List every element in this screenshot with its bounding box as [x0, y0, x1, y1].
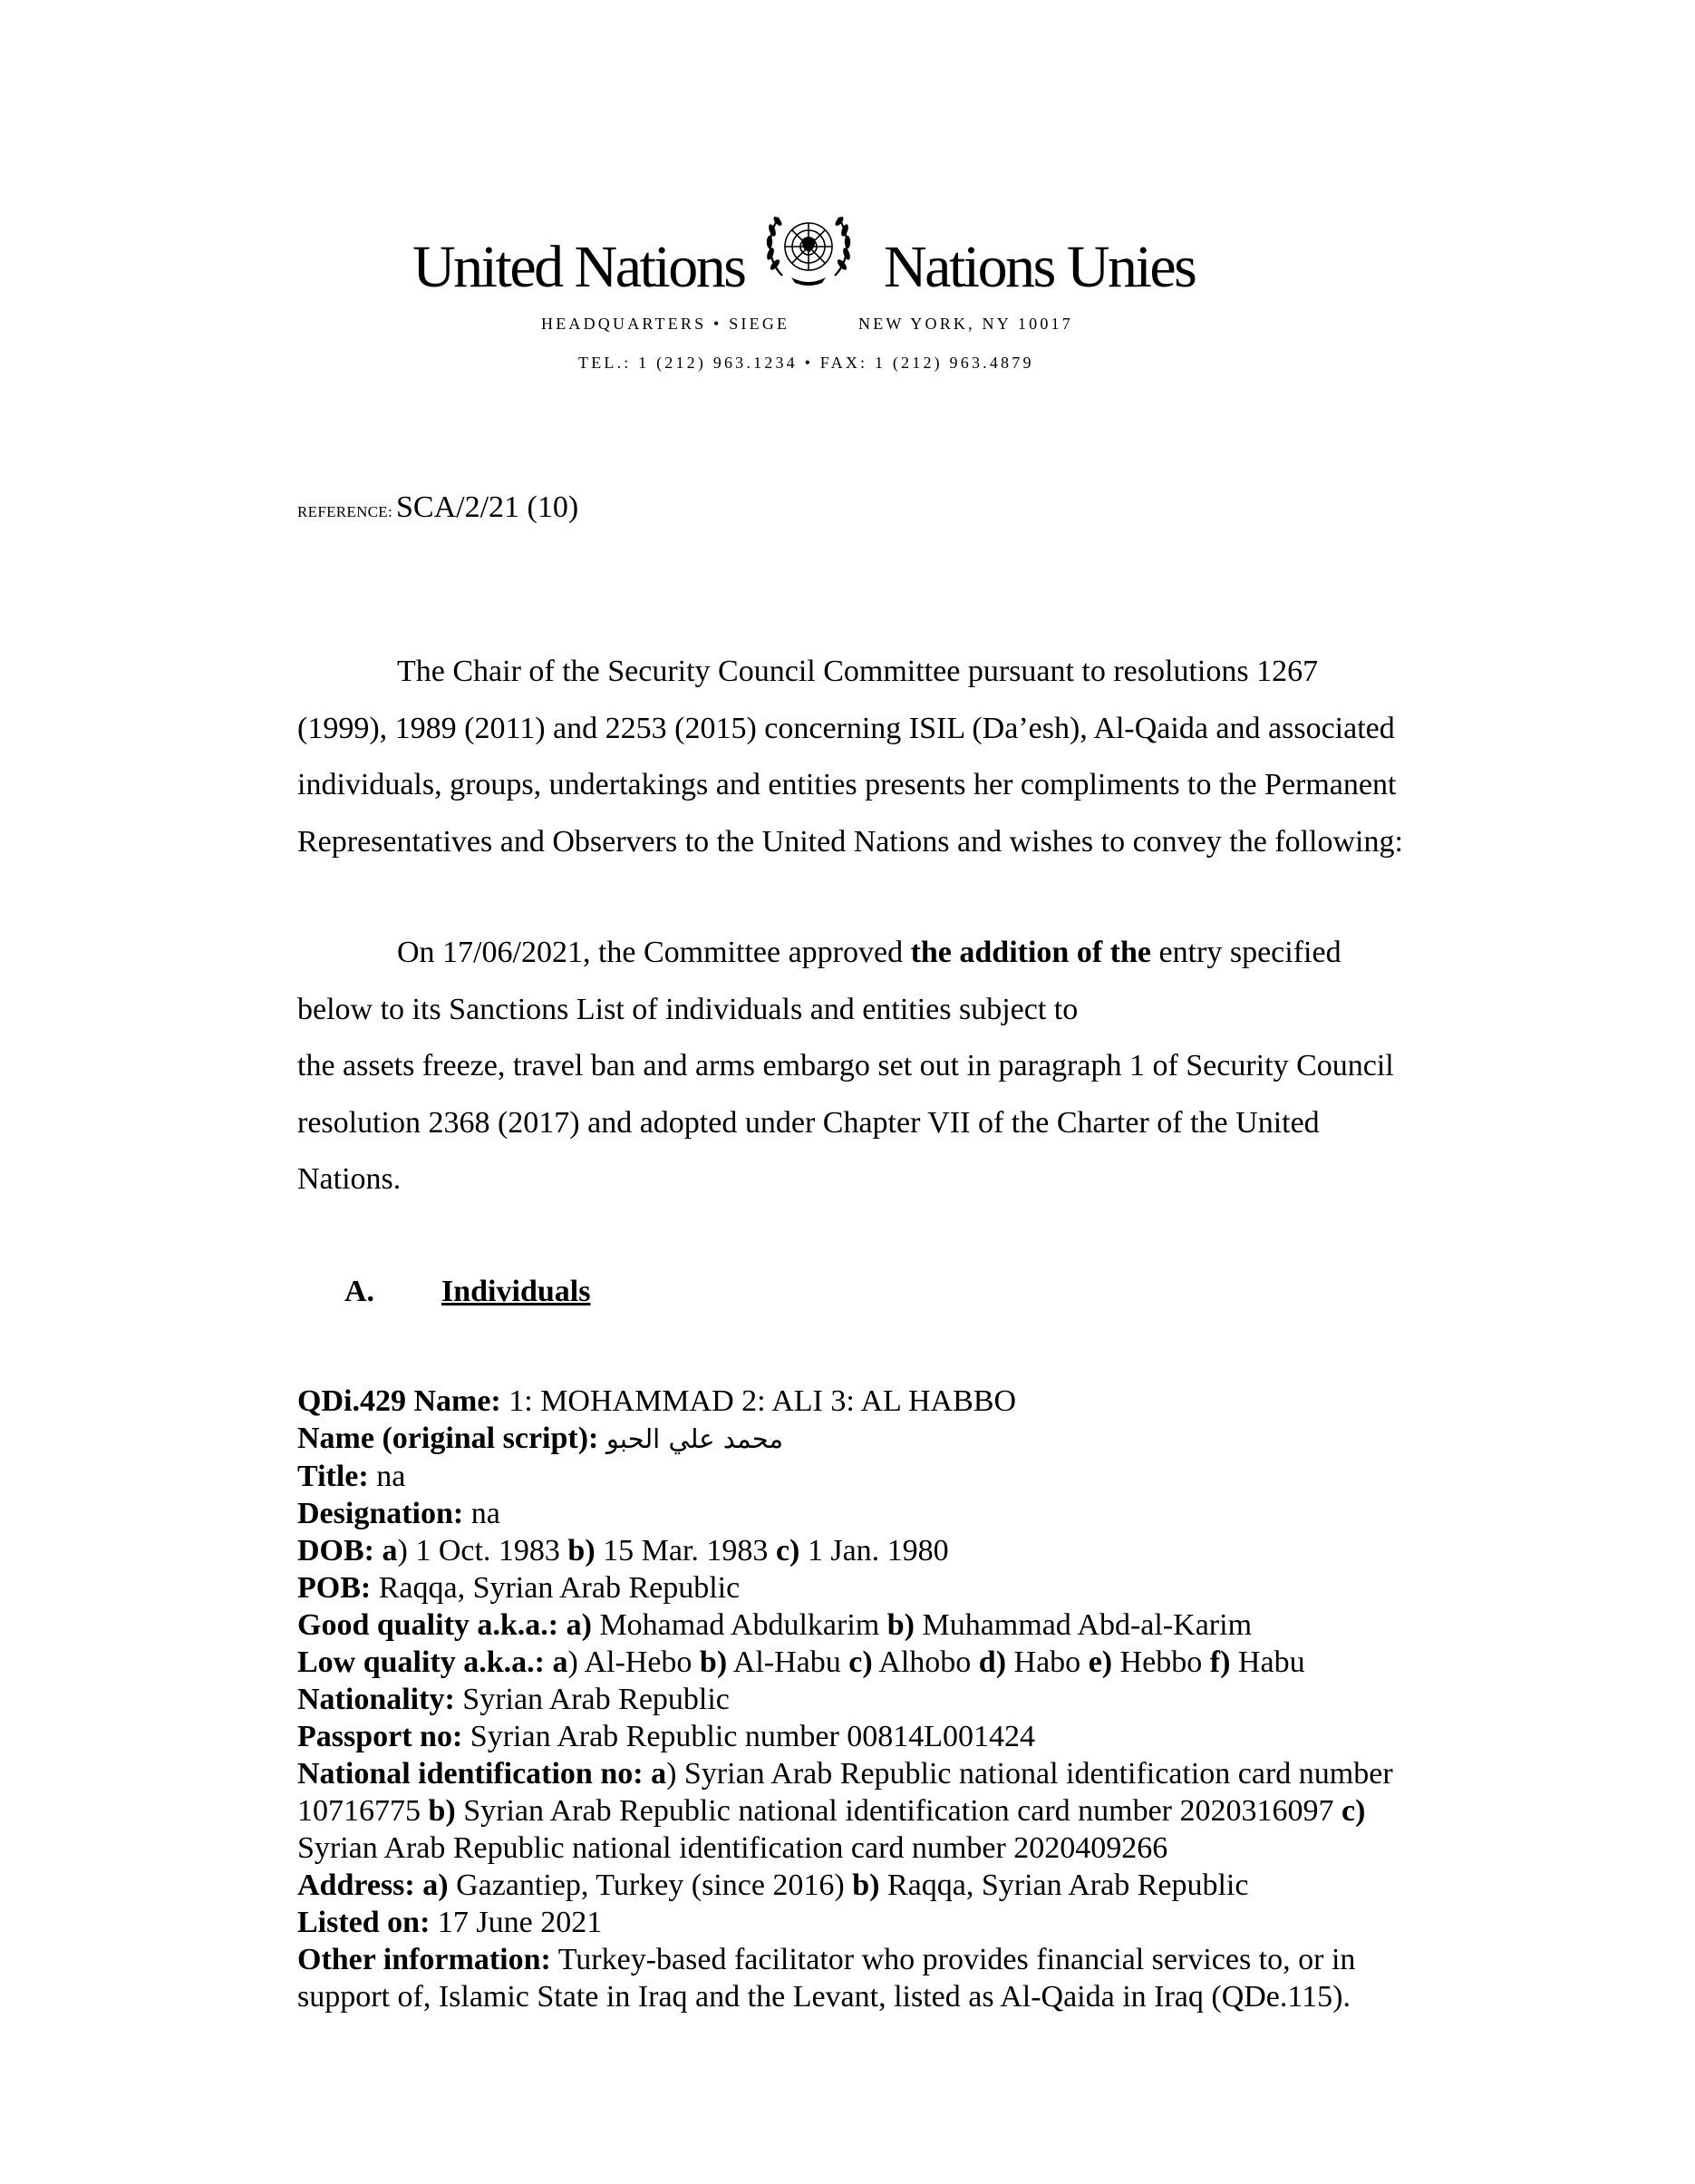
address-b-value: Raqqa, Syrian Arab Republic — [879, 1869, 1249, 1902]
low-aka-e-marker: e) — [1088, 1645, 1113, 1679]
good-aka-a-marker: a) — [566, 1608, 592, 1642]
entry-ref: QDi.429 — [297, 1384, 406, 1418]
entry-other-info-row-2: support of, Islamic State in Iraq and the Levant, listed as Al-Qaida in Iraq (QDe.115). — [297, 1980, 1351, 2014]
letterhead-city: NEW YORK, NY 10017 — [858, 315, 1073, 333]
dob-c-marker: c) — [775, 1534, 800, 1568]
low-aka-f-marker: f) — [1209, 1645, 1231, 1679]
address-label: Address: — [297, 1869, 415, 1902]
entry-pob-row — [297, 1569, 1566, 1606]
pob-value: Raqqa, Syrian Arab Republic — [378, 1571, 741, 1605]
entry-national-id-row-3: Syrian Arab Republic national identification card number 2020409266 — [297, 1831, 1168, 1865]
low-aka-label: Low quality a.k.a.: — [297, 1645, 545, 1679]
un-emblem-icon — [755, 205, 862, 296]
letterhead-name-en: United Nations — [412, 234, 745, 300]
letterhead-headquarters: HEADQUARTERS • SIEGE — [541, 315, 790, 333]
dob-c-value: 1 Jan. 1980 — [799, 1534, 949, 1568]
name-label: Name: — [413, 1384, 501, 1418]
section-letter: A. — [344, 1275, 375, 1308]
intro-paragraph — [297, 644, 1503, 870]
low-aka-d-marker: d) — [978, 1645, 1007, 1679]
entry-listed-row — [297, 1904, 1566, 1941]
national-id-a-number: 10716775 — [297, 1794, 429, 1828]
national-id-c-marker: c) — [1341, 1794, 1366, 1828]
intro-line-4: Representatives and Observers to the United Nations and wishes to convey the following: — [297, 824, 1403, 859]
entry-title-row — [297, 1458, 1566, 1495]
listed-label: Listed on: — [297, 1906, 431, 1939]
low-aka-f-value: Habu — [1230, 1645, 1305, 1679]
low-aka-d-value: Habo — [1006, 1645, 1089, 1679]
entry-name-row — [297, 1383, 1566, 1420]
dob-a-value: ) 1 Oct. 1983 — [397, 1534, 568, 1568]
approval-line-3: the assets freeze, travel ban and arms embargo set out in paragraph 1 of Security Council — [297, 1049, 1394, 1082]
low-aka-c-value: Alhobo — [872, 1645, 979, 1679]
entry-dob-row — [297, 1532, 1566, 1569]
passport-label: Passport no: — [297, 1720, 463, 1753]
approval-line-5: Nations. — [297, 1162, 402, 1196]
entry-designation-row — [297, 1495, 1566, 1532]
address-b-marker: b) — [852, 1869, 880, 1902]
low-aka-a-value: ) Al-Hebo — [567, 1645, 700, 1679]
dob-b-value: 15 Mar. 1983 — [595, 1534, 776, 1568]
low-aka-e-value: Hebbo — [1112, 1645, 1210, 1679]
good-aka-label: Good quality a.k.a.: — [297, 1608, 559, 1642]
approval-line-1 — [297, 925, 1503, 982]
reference-value: SCA/2/21 (10) — [396, 490, 579, 524]
intro-line-1: The Chair of the Security Council Committee pursuant to resolutions 1267 — [397, 655, 1319, 688]
designation-value: na — [470, 1497, 500, 1530]
intro-line-3: individuals, groups, undertakings and entities presents her compliments to the Permanent — [297, 768, 1397, 801]
listed-value: 17 June 2021 — [437, 1906, 603, 1939]
approval-emphasis: the addition of the — [910, 936, 1151, 969]
entry-address-row — [297, 1867, 1566, 1904]
pob-label: POB: — [297, 1571, 372, 1605]
entry-original-script-row — [297, 1420, 1566, 1458]
national-id-a-value: ) Syrian Arab Republic national identification card number — [666, 1757, 1393, 1791]
good-aka-b-marker: b) — [886, 1608, 915, 1642]
dob-a-marker: a — [382, 1534, 398, 1568]
title-value: na — [376, 1460, 406, 1493]
original-script-value: محمد علي الحبو — [605, 1423, 783, 1454]
national-id-a-marker: a — [651, 1757, 667, 1791]
good-aka-b-value: Muhammad Abd-al-Karim — [914, 1608, 1253, 1642]
letterhead-tel-fax: TEL.: 1 (212) 963.1234 • FAX: 1 (212) 963.4879 — [578, 354, 1034, 372]
sanctions-entry — [297, 1383, 1566, 2015]
entry-nationality-row — [297, 1681, 1566, 1718]
designation-label: Designation: — [297, 1497, 464, 1530]
entry-national-id-row-1 — [297, 1755, 1566, 1792]
nationality-value: Syrian Arab Republic — [462, 1683, 730, 1716]
approval-text-start: On 17/06/2021, the Committee approved — [397, 936, 911, 969]
name-value: 1: MOHAMMAD 2: ALI 3: AL HABBO — [508, 1384, 1017, 1418]
national-id-label: National identification no: — [297, 1757, 644, 1791]
national-id-b-value: Syrian Arab Republic national identification card number 2020316097 — [455, 1794, 1342, 1828]
section-heading — [344, 1265, 590, 1319]
entry-other-info-row-1 — [297, 1941, 1566, 1978]
low-aka-a-marker: a — [552, 1645, 568, 1679]
dob-label: DOB: — [297, 1534, 374, 1568]
entry-passport-row — [297, 1718, 1566, 1755]
low-aka-b-marker: b) — [699, 1645, 728, 1679]
reference-label: REFERENCE: — [297, 503, 393, 520]
low-aka-c-marker: c) — [848, 1645, 873, 1679]
approval-paragraph — [297, 925, 1503, 1208]
passport-value: Syrian Arab Republic number 00814L001424 — [470, 1720, 1036, 1753]
reference-line — [297, 490, 578, 531]
approval-line-2: below to its Sanctions List of individuals and entities subject to — [297, 992, 1079, 1026]
entry-national-id-row-2 — [297, 1792, 1566, 1830]
low-aka-b-value: Al-Habu — [727, 1645, 849, 1679]
address-a-marker: a) — [422, 1869, 449, 1902]
other-info-label: Other information: — [297, 1943, 551, 1976]
original-script-label: Name (original script): — [297, 1422, 599, 1455]
other-info-line-1: Turkey-based facilitator who provides financial services to, or in — [557, 1943, 1356, 1976]
dob-b-marker: b) — [567, 1534, 596, 1568]
entry-good-aka-row — [297, 1606, 1566, 1644]
national-id-b-marker: b) — [428, 1794, 456, 1828]
title-label: Title: — [297, 1460, 369, 1493]
section-title: Individuals — [441, 1275, 591, 1308]
letterhead-name-fr: Nations Unies — [884, 234, 1196, 300]
approval-line-4: resolution 2368 (2017) and adopted under Chapter VII of the Charter of the United — [297, 1105, 1320, 1140]
good-aka-a-value: Mohamad Abdulkarim — [591, 1608, 887, 1642]
nationality-label: Nationality: — [297, 1683, 455, 1716]
entry-low-aka-row — [297, 1644, 1566, 1681]
address-a-value: Gazantiep, Turkey (since 2016) — [448, 1869, 853, 1902]
intro-line-2: (1999), 1989 (2011) and 2253 (2015) concerning ISIL (Da’esh), Al-Qaida and associated — [297, 711, 1395, 745]
approval-text-end: entry specified — [1151, 936, 1341, 969]
